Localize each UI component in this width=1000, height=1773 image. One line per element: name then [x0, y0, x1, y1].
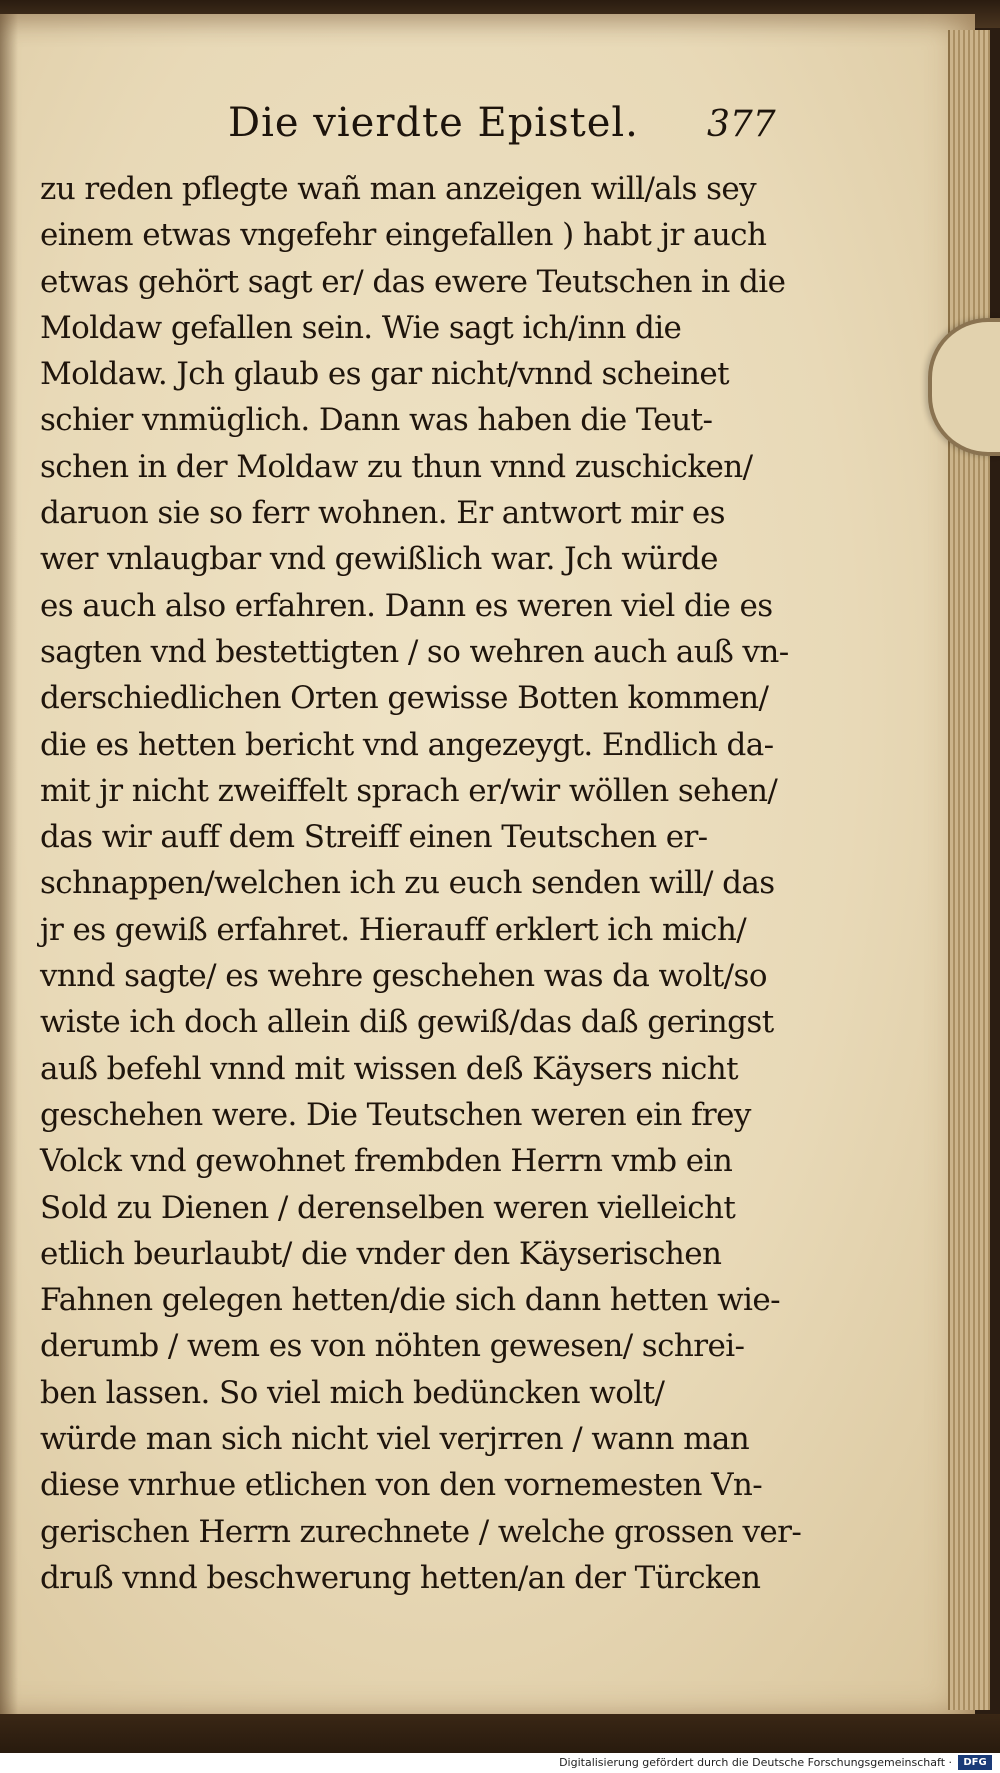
text-line: derschiedlichen Orten gewisse Botten kommen/: [40, 680, 769, 717]
text-line: es auch also erfahren. Dann es weren viel die es: [40, 587, 773, 624]
text-line: vnnd sagte/ es wehre geschehen was da wolt/so: [40, 958, 767, 995]
text-line: daruon sie so ferr wohnen. Er antwort mir es: [40, 495, 725, 532]
page-edges: [948, 30, 990, 1710]
binding-shadow: [0, 14, 18, 1714]
funding-credit: Digitalisierung gefördert durch die Deutsche Forschungsgemeinschaft ·: [559, 1756, 952, 1769]
text-line: derumb / wem es von nöhten gewesen/ schrei-: [40, 1328, 745, 1365]
dfg-logo: DFG: [958, 1755, 992, 1770]
running-title: Die vierdte Epistel.: [228, 100, 639, 146]
text-line: Moldaw. Jch glaub es gar nicht/vnnd scheinet: [40, 356, 729, 393]
text-line: zu reden pflegte wañ man anzeigen will/als sey: [40, 171, 757, 207]
text-line: schnappen/welchen ich zu euch senden will/ das: [40, 865, 775, 902]
text-line: etlich beurlaubt/ die vnder den Käyserischen: [40, 1235, 722, 1272]
page-number: 377: [707, 104, 776, 145]
text-line: einem etwas vngefehr eingefallen ) habt jr auch: [40, 217, 767, 254]
text-line: Fahnen gelegen hetten/die sich dann hetten wie-: [40, 1282, 780, 1319]
text-line: schen in der Moldaw zu thun vnnd zuschicken/: [40, 448, 753, 485]
text-line: etwas gehört sagt er/ das ewere Teutschen in die: [40, 263, 786, 300]
text-line: Sold zu Dienen / derenselben weren vielleicht: [40, 1189, 736, 1226]
text-line: die es hetten bericht vnd angezeygt. Endlich da-: [40, 726, 774, 763]
text-line: auß befehl vnnd mit wissen deß Käysers nicht: [40, 1050, 738, 1087]
text-line: würde man sich nicht viel verjrren / wann man: [40, 1421, 750, 1458]
text-line: wiste ich doch allein diß gewiß/das daß geringst: [40, 1004, 774, 1041]
text-line: Moldaw gefallen sein. Wie sagt ich/inn die: [40, 309, 682, 346]
body-text: [40, 166, 802, 1601]
text-line: ben lassen. So viel mich bedüncken wolt/: [40, 1374, 665, 1411]
text-line: geschehen were. Die Teutschen weren ein frey: [40, 1096, 751, 1133]
text-line: das wir auff dem Streiff einen Teutschen er-: [40, 819, 708, 856]
text-line: druß vnnd beschwerung hetten/an der Türcken: [40, 1559, 761, 1596]
text-line: sagten vnd bestettigten / so wehren auch auß vn-: [40, 633, 789, 670]
text-line: diese vnrhue etlichen von den vornemesten Vn-: [40, 1467, 763, 1504]
text-line: mit jr nicht zweiffelt sprach er/wir wöllen sehen/: [40, 772, 778, 809]
text-line: gerischen Herrn zurechnete / welche grossen ver-: [40, 1513, 802, 1550]
text-line: schier vnmüglich. Dann was haben die Teut-: [40, 402, 713, 439]
text-line: Volck vnd gewohnet frembden Herrn vmb ein: [40, 1143, 733, 1180]
text-line: wer vnlaugbar vnd gewißlich war. Jch würde: [40, 541, 718, 578]
text-line: jr es gewiß erfahret. Hierauff erklert ich mich/: [40, 911, 747, 948]
